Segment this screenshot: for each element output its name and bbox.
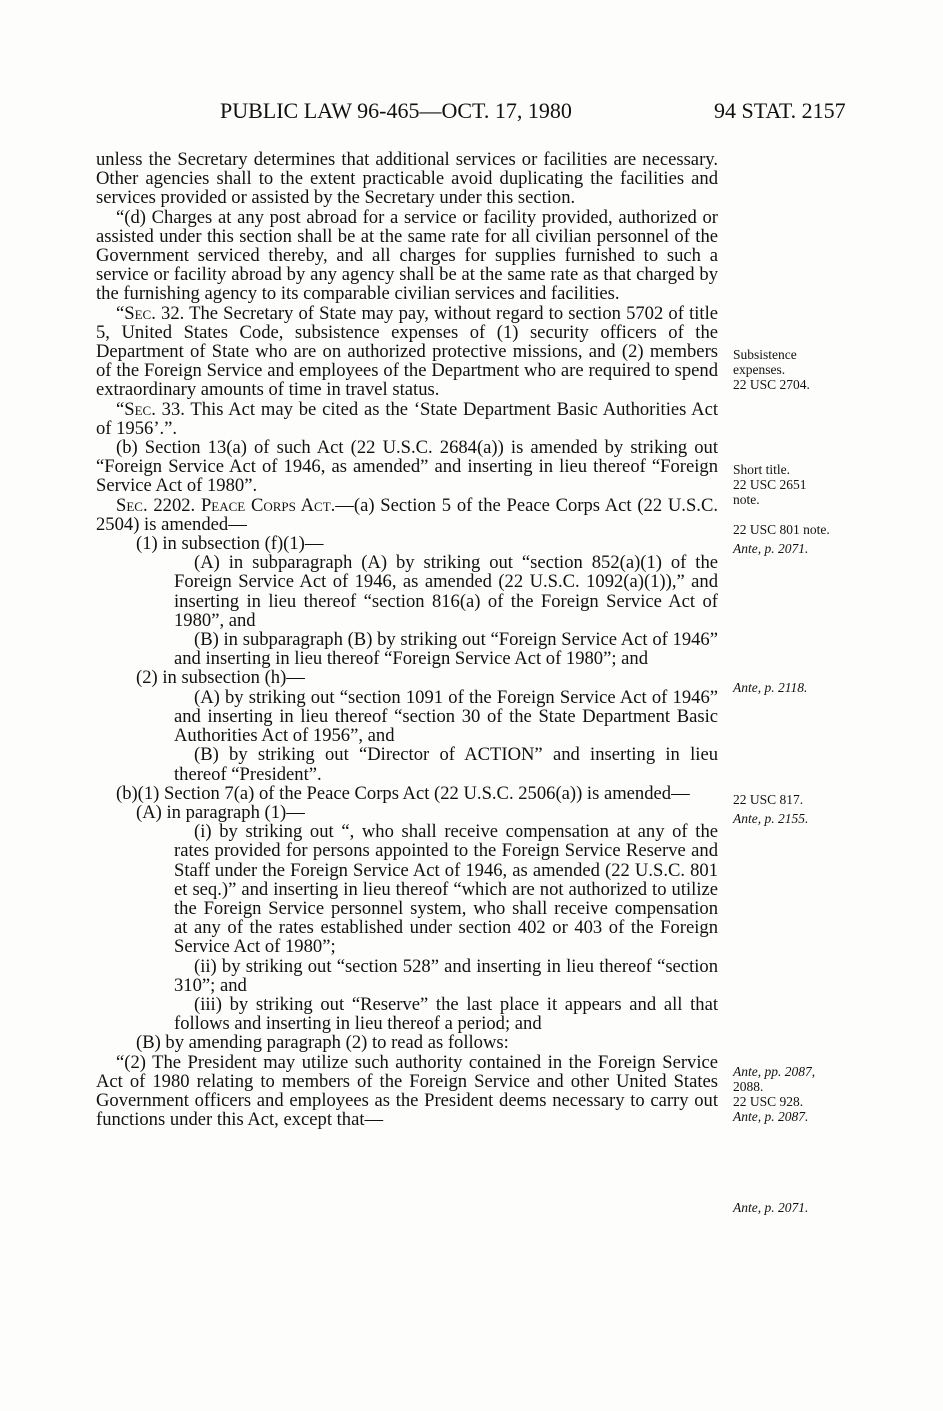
margin-text: 22 USC 817. [733, 792, 804, 807]
sec-label: Sec. [116, 494, 148, 516]
section-heading: Peace Corps Act. [200, 494, 336, 516]
paragraph-text: —(a) Section 5 of the Peace Corps Act (22 U.S.C. 2504) is amended— [96, 494, 718, 535]
paragraph: (b)(1) Section 7(a) of the Peace Corps Act (22 U.S.C. 2506(a)) is amended— [116, 782, 690, 804]
header-title: PUBLIC LAW 96-465—OCT. 17, 1980 [220, 98, 572, 123]
margin-text: 22 USC 2704. [733, 377, 810, 392]
paragraph: (ii) by striking out “section 528” and inserting in lieu thereof “section 310”; and [174, 955, 718, 996]
margin-note-subsistence [733, 347, 863, 392]
paragraph: (iii) by striking out “Reserve” the last place it appears and all that follows and inserting in lieu thereof a period; and [174, 993, 718, 1035]
header-stat: 94 STAT. 2157 [714, 98, 846, 123]
margin-note-short-title [733, 462, 863, 507]
margin-text: Ante, pp. 2087, [733, 1064, 816, 1079]
margin-text: Ante, p. 2071. [733, 541, 809, 556]
margin-text: Ante, p. 2087. [733, 1109, 809, 1124]
paragraph: (b) Section 13(a) of such Act (22 U.S.C. 2684(a)) is amended by striking out “Foreign Service Act of 1946, as amended” and inserting in lieu thereof “Foreign Service Act of 1980”. [96, 437, 718, 497]
paragraph-sec-32 [96, 304, 718, 400]
sec-label: Sec. [124, 398, 156, 420]
paragraph: (2) in subsection (h)— [136, 667, 305, 689]
paragraph: (A) in subparagraph (A) by striking out “section 852(a)(1) of the Foreign Service Act of 1946, as amended (22 U.S.C. 1092(a)(1)),” and inserting in lieu thereof “section 816(a) of the Foreign Service Act of 1980”, and [174, 552, 718, 631]
margin-text: 22 USC 928. [733, 1094, 804, 1109]
open-quote: “ [116, 302, 125, 324]
paragraph: (B) by amending paragraph (2) to read as follows: [136, 1032, 509, 1054]
paragraph: (A) in paragraph (1)— [136, 801, 305, 823]
paragraph-text: 33. This Act may be cited as the ‘State Department Basic Authorities Act of 1956’.”. [96, 398, 718, 439]
margin-text: Ante, p. 2155. [733, 811, 809, 826]
margin-text: Subsistence [733, 347, 797, 362]
body-text [96, 150, 718, 1129]
paragraph: unless the Secretary determines that additional services or facilities are necessary. Other agencies shall to the extent practicable avoid duplicating the facilities and services provided or assisted by the Secretary under this section. [96, 149, 718, 209]
margin-text: Ante, p. 2118. [733, 680, 808, 695]
paragraph-sec-33 [96, 400, 718, 438]
margin-text: Short title. [733, 462, 790, 477]
margin-text: expenses. [733, 362, 786, 377]
paragraph-text: 32. The Secretary of State may pay, without regard to section 5702 of title 5, United States Code, subsistence expenses of (1) security officers of the Department of State who are on authorized protective missions, and (2) members of the Foreign Service and employees of the Department who are required to spend extraordinary amounts of time in travel status. [96, 302, 718, 401]
paragraph: (B) in subparagraph (B) by striking out “Foreign Service Act of 1946” and inserting in lieu thereof “Foreign Service Act of 1980”; and [174, 629, 718, 670]
margin-text: 22 USC 801 note. [733, 522, 830, 537]
margin-text: Ante, p. 2071. [733, 1200, 809, 1215]
margin-note-801 [733, 522, 863, 556]
margin-note-2087 [733, 1064, 863, 1124]
paragraph: (B) by striking out “Director of ACTION” and inserting in lieu thereof “President”. [174, 744, 718, 785]
paragraph-sec-2202 [96, 496, 718, 534]
margin-note-2118 [733, 680, 863, 695]
paragraph: (1) in subsection (f)(1)— [136, 533, 324, 555]
page-header [0, 98, 943, 128]
margin-text: 22 USC 2651 [733, 477, 807, 492]
margin-note-817 [733, 792, 863, 826]
paragraph: (i) by striking out “, who shall receive compensation at any of the rates provided for persons appointed to the Foreign Service Reserve and Staff under the Foreign Service Act of 1946, as amended (22 U.S.C. 801 et seq.)” and inserting in lieu thereof “which are not authorized to utilize the Foreign Service personnel system, who shall receive compensation at any of the rates established under section 402 or 403 of the Foreign Service Act of 1980”; [174, 821, 718, 958]
margin-text: 2088. [733, 1079, 764, 1094]
paragraph-text: 2202. [147, 494, 201, 516]
paragraph: (A) by striking out “section 1091 of the Foreign Service Act of 1946” and inserting in lieu thereof “section 30 of the State Department Basic Authorities Act of 1956”, and [174, 686, 718, 747]
paragraph: “(2) The President may utilize such authority contained in the Foreign Service Act of 1980 relating to members of the Foreign Service and other United States Government officers and employees as the President deems necessary to carry out functions under this Act, except that— [96, 1051, 718, 1131]
margin-note-2071 [733, 1200, 863, 1215]
open-quote: “ [116, 398, 125, 420]
paragraph: “(d) Charges at any post abroad for a service or facility provided, authorized or assisted under this section shall be at the same rate for all civilian personnel of the Government serviced thereby, and all charges for supplies furnished to such a service or facility abroad by any agency shall be at the same rate as that charged by the furnishing agency to its comparable civilian services and facilities. [96, 206, 718, 305]
sec-label: Sec. [124, 302, 156, 324]
margin-text: note. [733, 492, 760, 507]
